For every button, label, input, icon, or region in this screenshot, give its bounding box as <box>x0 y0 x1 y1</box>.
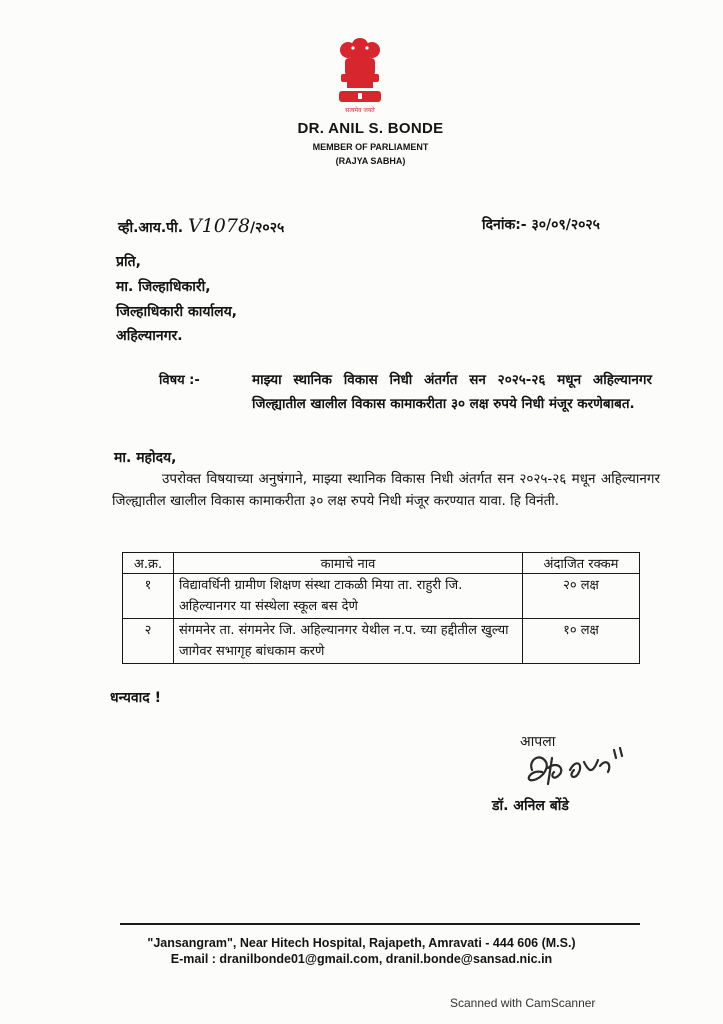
col-header-amount: अंदाजित रक्कम <box>523 553 640 574</box>
table-row <box>123 574 640 619</box>
scanner-watermark: Scanned with CamScanner <box>450 996 596 1010</box>
row-work: संगमनेर ता. संगमनेर जि. अहिल्यानगर येथील न.प. च्या हद्दीतील खुल्या जागेवर सभागृह बांधकाम करणे <box>174 619 523 664</box>
sender-name: DR. ANIL S. BONDE <box>297 120 444 137</box>
reference-year: /२०२५ <box>250 220 285 236</box>
col-header-work: कामाचे नाव <box>174 553 523 574</box>
letter-body: उपरोक्त विषयाच्या अनुषंगाने, माझ्या स्थानिक विकास निधी अंतर्गत सन २०२५-२६ मधून अहिल्यानगर जिल्ह्यातील खालील विकास कामाकरीता ३० लक्ष रुपये निधी मंजूर करण्यात यावा. हि विनंती. <box>112 471 660 509</box>
col-header-serial: अ.क्र. <box>123 553 174 574</box>
reference-prefix: व्ही.आय.पी. <box>118 220 184 236</box>
reference-number <box>118 215 284 237</box>
works-table <box>122 552 640 664</box>
footer-address: "Jansangram", Near Hitech Hospital, Rajapeth, Amravati - 444 606 (M.S.) <box>147 936 576 950</box>
table-row <box>123 619 640 664</box>
footer-email: E-mail : dranilbonde01@gmail.com, dranil.bonde@sansad.nic.in <box>170 952 553 966</box>
table-header-row <box>123 553 640 574</box>
row-work: विद्यावर्धिनी ग्रामीण शिक्षण संस्था टाकळी मिया ता. राहुरी जि. अहिल्यानगर या संस्थेला स्कूल बस देणे <box>174 574 523 619</box>
address-to: प्रति, <box>116 254 141 270</box>
row-serial: १ <box>123 574 174 619</box>
emblem-motto: सत्यमेव जयते <box>345 107 375 114</box>
salutation: मा. महोदय, <box>114 450 177 466</box>
date-value: ३०/०९/२०२५ <box>531 217 600 233</box>
signer-name: डॉ. अनिल बोंडे <box>492 798 569 814</box>
sender-house: (RAJYA SABHA) <box>335 156 406 166</box>
row-serial: २ <box>123 619 174 664</box>
thanks-text: धन्यवाद ! <box>110 690 161 706</box>
state-emblem-icon <box>331 36 389 114</box>
reference-handwritten-number: V1078 <box>187 215 251 237</box>
letter-date <box>482 215 600 234</box>
row-amount: २० लक्ष <box>523 574 640 619</box>
address-line-2: जिल्हाधिकारी कार्यालय, <box>116 304 238 320</box>
subject-label: विषय :- <box>159 373 200 388</box>
date-label: दिनांक:- <box>482 217 527 233</box>
footer-divider <box>120 923 640 925</box>
row-amount: १० लक्ष <box>523 619 640 664</box>
closing-text: आपला <box>520 734 556 750</box>
signature-icon <box>518 740 628 796</box>
subject-text: माझ्या स्थानिक विकास निधी अंतर्गत सन २०२५-२६ मधून अहिल्यानगर जिल्ह्यातील खालील विकास कामाकरीता ३० लक्ष रुपये निधी मंजूर करणेबाबत. <box>252 372 652 412</box>
sender-designation: MEMBER OF PARLIAMENT <box>312 142 429 152</box>
address-line-3: अहिल्यानगर. <box>116 328 183 344</box>
address-line-1: मा. जिल्हाधिकारी, <box>116 279 211 295</box>
